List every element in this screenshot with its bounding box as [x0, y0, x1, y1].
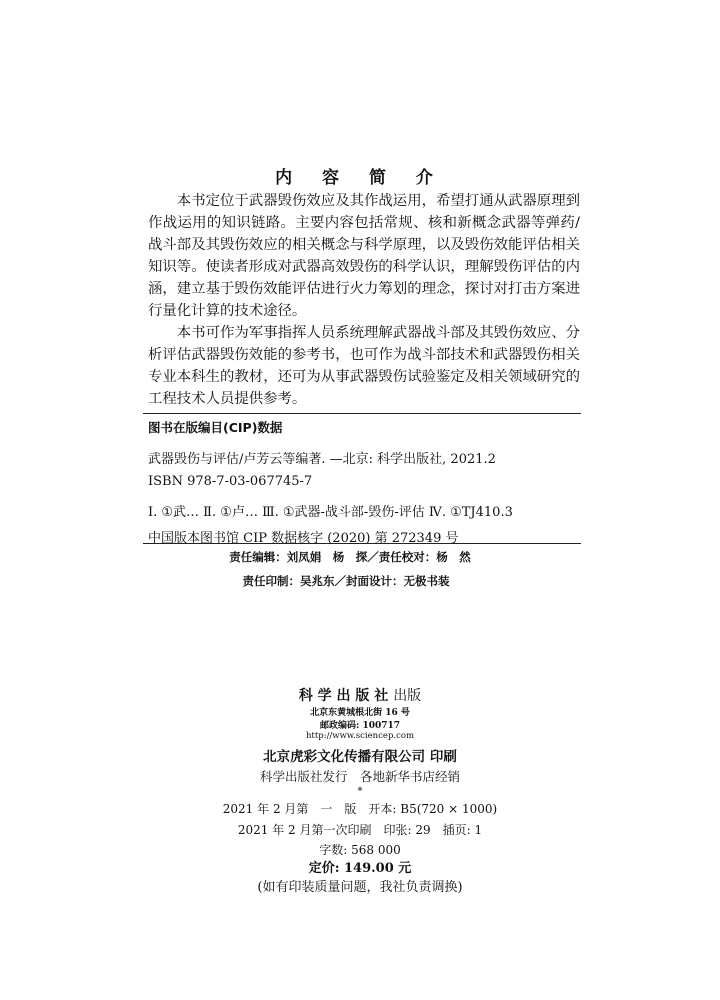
- cip-catalog-number: 中国版本图书馆 CIP 数据核字 (2020) 第 272349 号: [148, 531, 459, 546]
- page-title: 内 容 简 介: [275, 168, 445, 188]
- cip-title-line: 武器毁伤与评估/卢芳云等编著. —北京: 科学出版社, 2021.2: [148, 452, 496, 467]
- summary-section: [148, 190, 580, 410]
- publisher-name-line: [0, 685, 720, 705]
- cip-bottom-rule: [143, 543, 581, 544]
- postal-code: 邮政编码: 100717: [319, 721, 401, 731]
- publisher-address: 北京东黄城根北街 16 号: [310, 708, 410, 718]
- publisher-name-suffix: 出版: [393, 688, 422, 704]
- cip-isbn: ISBN 978-7-03-067745-7: [148, 474, 313, 489]
- credit-production: 责任印制：吴兆东／封面设计：无极书装: [242, 574, 450, 588]
- cip-heading: 图书在版编目(CIP)数据: [148, 420, 283, 435]
- publisher-name: 科 学 出 版 社: [298, 688, 389, 704]
- credit-editors: 责任编辑：刘凤娟 杨 探／责任校对：杨 然: [229, 550, 471, 564]
- separator-star: *: [357, 786, 363, 797]
- cip-top-rule: [143, 413, 581, 414]
- credits: [0, 549, 720, 589]
- quality-notice: (如有印装质量问题，我社负责调换): [257, 880, 463, 895]
- summary-paragraph: 本书可作为军事指挥人员系统理解武器战斗部及其毁伤效应、分析评估武器毁伤效能的参考书，也可作为战斗部技术和武器毁伤相关专业本科生的教材，还可为从事武器毁伤试验鉴定及相关领域研究的工程技术人员提供参考。: [148, 325, 580, 407]
- printing-info: 2021 年 2 月第一次印刷 印张: 29 插页: 1: [237, 823, 483, 837]
- publisher-website: http://www.sciencep.com: [305, 731, 415, 741]
- price: 定价: 149.00 元: [308, 861, 412, 876]
- word-count: 字数: 568 000: [319, 843, 401, 857]
- edition-info: 2021 年 2 月第 一 版 开本: B5(720 × 1000): [222, 802, 498, 816]
- summary-paragraph: 本书定位于武器毁伤效应及其作战运用，希望打通从武器原理到作战运用的知识链路。主要内容包括常规、核和新概念武器等弹药/战斗部及其毁伤效应的相关概念与科学原理，以及毁伤效能评估相关知识等。使读者形成对武器高效毁伤的科学认识，理解毁伤评估的内涵，建立基于毁伤效能评估进行火力筹划的理念，探讨对打击方案进行量化计算的技术途径。: [148, 193, 580, 319]
- printer-line: [0, 745, 720, 765]
- distribution: 科学出版社发行 各地新华书店经销: [259, 769, 460, 784]
- printer-name: 北京虎彩文化传播有限公司: [263, 749, 426, 765]
- cip-classification: Ⅰ. ①武… Ⅱ. ①卢… Ⅲ. ①武器-战斗部-毁伤-评估 Ⅳ. ①TJ410.3: [148, 505, 513, 520]
- printer-suffix: 印刷: [429, 749, 457, 765]
